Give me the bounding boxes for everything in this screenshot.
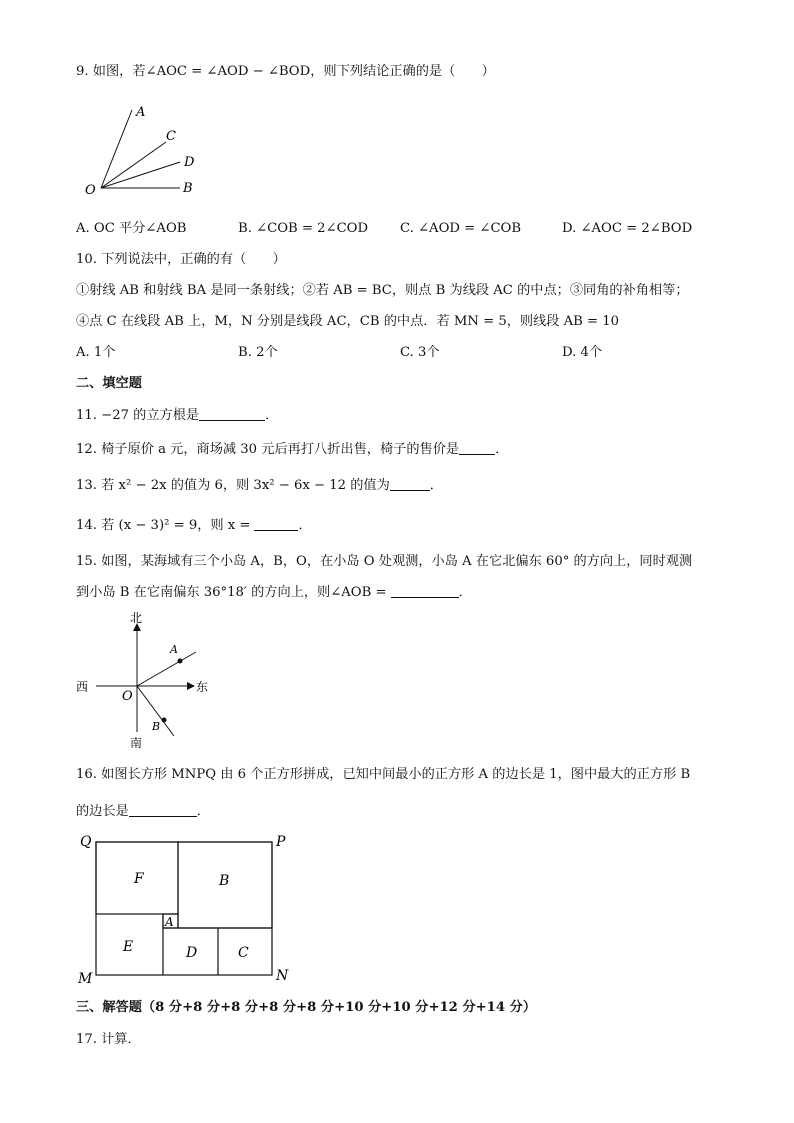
q12-text: 12. 椅子原价 a 元，商场减 30 元后再打八折出售，椅子的售价是 [76, 442, 460, 457]
q15 [76, 583, 472, 603]
q16-rectangle-figure [72, 828, 302, 988]
q16-label-q: Q [80, 834, 92, 850]
q16-stem-1: 16. 如图长方形 MNPQ 由 6 个正方形拼成，已知中间最小的正方形 A 的边长是 1，图中最大的正方形 B [76, 767, 691, 782]
q15-label-a: A [170, 643, 178, 656]
q16-answer-blank[interactable] [129, 802, 197, 817]
q15-end: ． [458, 585, 472, 600]
q14-answer-blank[interactable] [254, 516, 298, 531]
q10-option-d: D. 4个 [562, 345, 603, 360]
q12-end: ． [495, 442, 509, 457]
q11-end: ． [265, 408, 279, 423]
q9-angle-figure [76, 100, 216, 200]
q16 [76, 802, 210, 822]
q10-option-a: A. 1个 [76, 345, 116, 360]
q13-end: ． [429, 478, 443, 493]
q13-text: 13. 若 x² − 2x 的值为 6，则 3x² − 6x − 12 的值为 [76, 478, 390, 493]
q16-label-p: P [276, 834, 286, 850]
q15-stem-2: 到小岛 B 在它南偏东 36°18′ 的方向上，则∠AOB = [76, 585, 387, 600]
q15-label-west: 西 [76, 680, 89, 694]
q10-statements-1: ①射线 AB 和射线 BA 是同一条射线；②若 AB = BC，则点 B 为线段 AC 的中点；③同角的补角相等； [76, 283, 689, 298]
q12 [76, 440, 508, 460]
q15-label-east: 东 [196, 680, 209, 694]
q16-square-a: A [165, 915, 174, 929]
q16-stem-2: 的边长是 [76, 804, 129, 819]
q15-answer-blank[interactable] [391, 583, 459, 598]
q9-stem: 9. 如图，若∠AOC = ∠AOD − ∠BOD，则下列结论正确的是（ ） [76, 64, 495, 79]
q10-option-b: B. 2个 [238, 345, 278, 360]
q16-square-c: C [238, 945, 249, 961]
q13 [76, 476, 443, 496]
q9-label-b: B [183, 181, 193, 196]
q15-label-o: O [122, 689, 133, 704]
q15-label-south: 南 [130, 736, 143, 750]
q15-label-b: B [152, 720, 161, 733]
q9-label-o: O [85, 183, 96, 198]
q9-label-c: C [166, 129, 176, 144]
q9-option-d: D. ∠AOC = 2∠BOD [562, 221, 693, 236]
q9-label-a: A [136, 105, 146, 120]
q16-square-b: B [219, 873, 230, 889]
q16-square-f: F [134, 871, 144, 887]
q17-stem: 17. 计算． [76, 1032, 141, 1047]
q10-stem: 10. 下列说法中，正确的有（ ） [76, 252, 286, 267]
q10-option-c: C. 3个 [400, 345, 440, 360]
q15-stem-1: 15. 如图，某海域有三个小岛 A，B，O，在小岛 O 处观测，小岛 A 在它北偏东 60° 的方向上，同时观测 [76, 554, 693, 569]
q9-option-a: A. OC 平分∠AOB [76, 221, 187, 236]
q16-end: ． [196, 804, 210, 819]
q14 [76, 516, 312, 536]
q15-compass-figure [70, 610, 230, 752]
q11-answer-blank[interactable] [199, 406, 265, 421]
q14-end: ． [298, 518, 312, 533]
q9-option-b: B. ∠COB = 2∠COD [238, 221, 369, 236]
section-2-heading: 二、填空题 [76, 376, 142, 391]
q15-label-north: 北 [130, 611, 143, 625]
q16-label-m: M [78, 971, 93, 987]
q9-label-d: D [184, 155, 195, 170]
q10-statements-2: ④点 C 在线段 AB 上，M，N 分别是线段 AC，CB 的中点．若 MN = 5，则线段 AB = 10 [76, 314, 620, 329]
section-3-heading: 三、解答题（8 分+8 分+8 分+8 分+8 分+10 分+10 分+12 分+14 分） [76, 1000, 537, 1015]
q13-answer-blank[interactable] [390, 476, 430, 491]
q14-text: 14. 若 (x − 3)² = 9，则 x = [76, 518, 251, 533]
q11-text: 11. −27 的立方根是 [76, 408, 200, 423]
q12-answer-blank[interactable] [459, 440, 495, 455]
q9-option-c: C. ∠AOD = ∠COB [400, 221, 522, 236]
q16-square-d: D [186, 945, 198, 961]
q16-square-e: E [123, 939, 134, 955]
q11 [76, 406, 278, 426]
q16-label-n: N [276, 968, 289, 984]
